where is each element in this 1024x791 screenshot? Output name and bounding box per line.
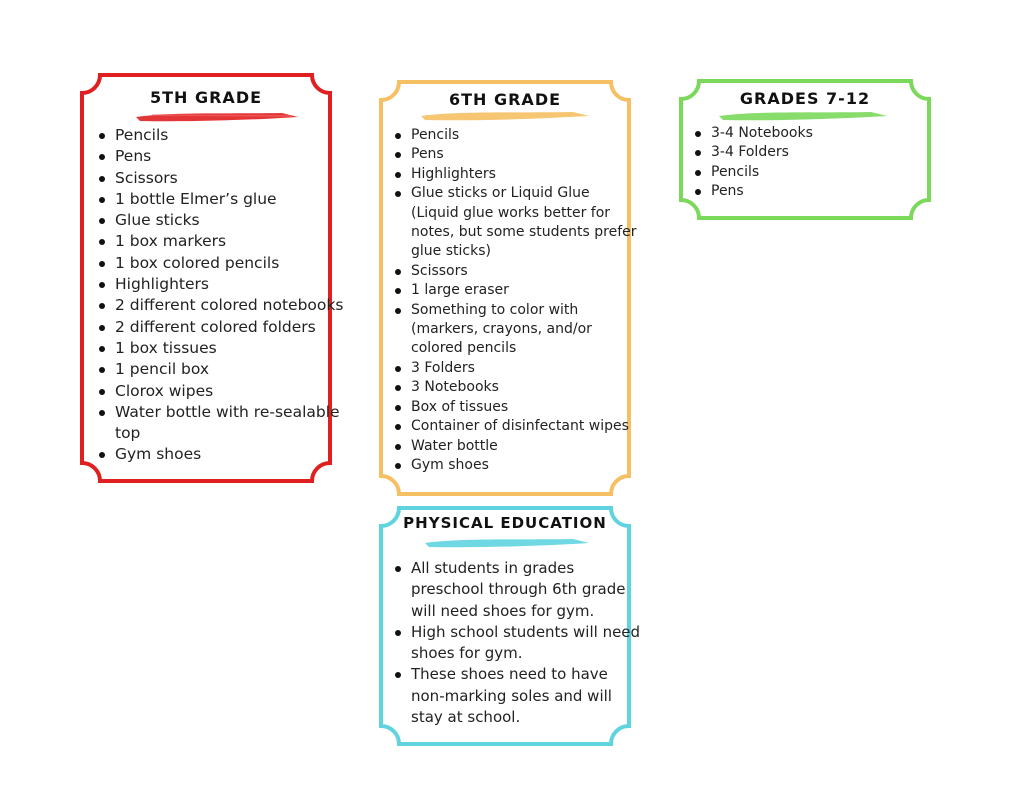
supply-list <box>691 124 941 202</box>
list-item: 1 bottle Elmer’s glue <box>115 189 347 210</box>
card-physical-education <box>379 506 641 746</box>
card-title: 5TH GRADE <box>149 88 263 107</box>
supply-list <box>391 126 641 475</box>
list-item: 3 Notebooks <box>411 378 641 397</box>
list-item: Pens <box>711 182 941 201</box>
list-item: Clorox wipes <box>115 381 347 402</box>
list-item: 3 Folders <box>411 359 641 378</box>
list-item: All students in grades preschool through 6th grade will need shoes for gym. <box>411 558 641 622</box>
list-item: 3-4 Folders <box>711 143 941 162</box>
card-6th-grade <box>379 80 637 496</box>
card-title: GRADES 7-12 <box>739 89 871 108</box>
list-item: 1 box tissues <box>115 338 347 359</box>
list-item: Gym shoes <box>411 456 641 475</box>
brush-stroke-underline <box>715 110 891 122</box>
list-item: These shoes need to have non-marking soles and will stay at school. <box>411 664 641 728</box>
brush-stroke-underline <box>132 111 302 123</box>
list-item: Something to color with (markers, crayons, and/or colored pencils <box>411 301 641 359</box>
card-5th-grade <box>80 73 344 483</box>
list-item: Highlighters <box>115 274 347 295</box>
list-item: 1 pencil box <box>115 359 347 380</box>
list-item: Pencils <box>711 163 941 182</box>
list-item: Glue sticks or Liquid Glue (Liquid glue works better for notes, but some students prefer glue sticks) <box>411 184 641 262</box>
list-item: Pencils <box>115 125 347 146</box>
list-item: Pencils <box>411 126 641 145</box>
list-item: 3-4 Notebooks <box>711 124 941 143</box>
list-item: Container of disinfectant wipes <box>411 417 641 436</box>
list-item: Scissors <box>115 168 347 189</box>
list-item: Water bottle with re-sealable top <box>115 402 347 445</box>
card-title: 6TH GRADE <box>448 90 562 109</box>
supply-list <box>391 558 641 728</box>
card-grades-7-12 <box>679 79 931 220</box>
list-item: Box of tissues <box>411 398 641 417</box>
list-item: 2 different colored folders <box>115 317 347 338</box>
list-item: 1 large eraser <box>411 281 641 300</box>
brush-stroke-underline <box>421 537 593 549</box>
list-item: Pens <box>411 145 641 164</box>
list-item: Water bottle <box>411 437 641 456</box>
list-item: 1 box markers <box>115 231 347 252</box>
brush-stroke-underline <box>417 110 593 122</box>
list-item: Highlighters <box>411 165 641 184</box>
list-item: Pens <box>115 146 347 167</box>
card-title: PHYSICAL EDUCATION <box>403 514 607 532</box>
supply-list <box>95 125 347 466</box>
list-item: Glue sticks <box>115 210 347 231</box>
list-item: Scissors <box>411 262 641 281</box>
list-item: 2 different colored notebooks <box>115 295 347 316</box>
list-item: High school students will need shoes for gym. <box>411 622 641 665</box>
list-item: Gym shoes <box>115 444 347 465</box>
list-item: 1 box colored pencils <box>115 253 347 274</box>
